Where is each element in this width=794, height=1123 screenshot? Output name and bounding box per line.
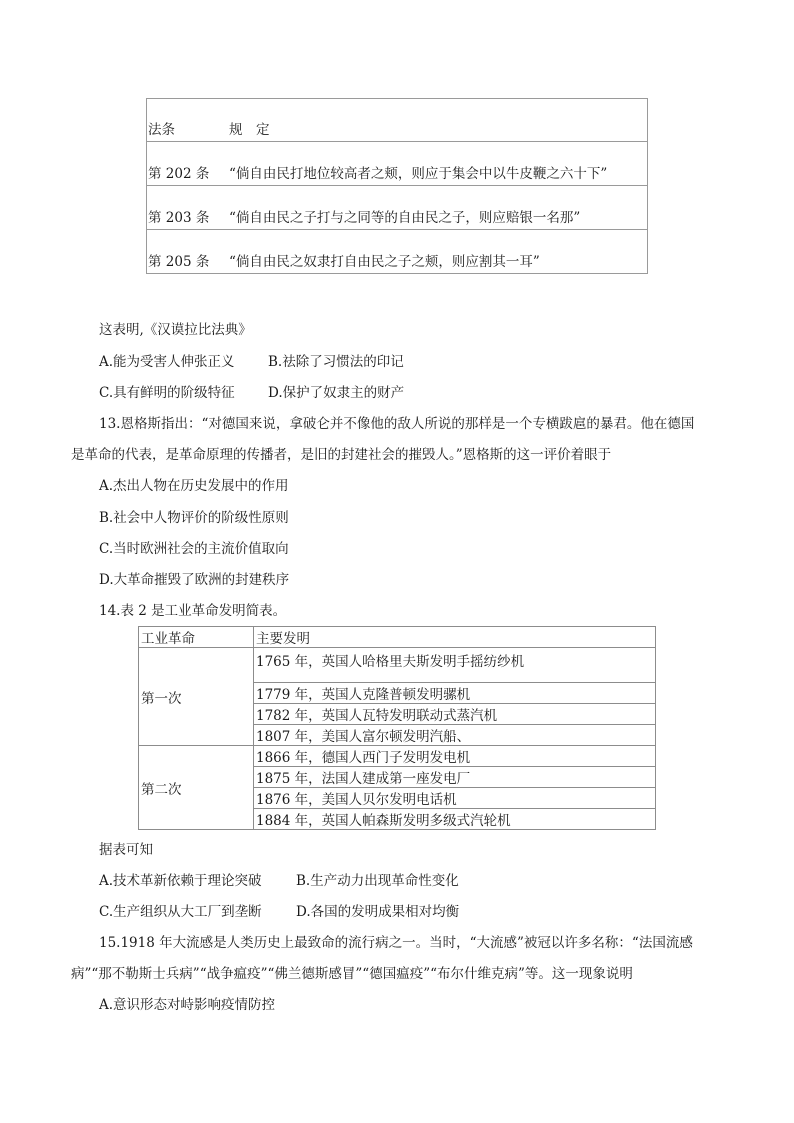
invention-header-revolution: 工业革命 — [139, 627, 254, 648]
invention-item: 1765 年，英国人哈格里夫斯发明手摇纺纱机 — [254, 648, 656, 683]
q13-option-d: D.大革命摧毁了欧洲的封建秩序 — [99, 572, 290, 588]
invention-row — [139, 648, 656, 683]
invention-row — [139, 746, 656, 767]
q12-option-a: A.能为受害人伸张正义 — [99, 354, 235, 370]
invention-item: 1779 年，英国人克隆普顿发明骡机 — [254, 683, 656, 704]
law-article: 第 205 条 — [147, 230, 229, 274]
law-header-rule: 规 定 — [228, 99, 648, 142]
q14-option-c: C.生产组织从大工厂到垄断 — [99, 904, 262, 920]
q13-stem-line1: 13.恩格斯指出：“对德国来说，拿破仑并不像他的敌人所说的那样是一个专横跋扈的暴君。他在德国 — [99, 416, 695, 432]
invention-item: 1866 年，德国人西门子发明发电机 — [254, 746, 656, 767]
invention-item: 1782 年，英国人瓦特发明联动式蒸汽机 — [254, 704, 656, 725]
q14-stem: 据表可知 — [99, 842, 153, 858]
q12-option-c: C.具有鲜明的阶级特征 — [99, 385, 235, 401]
q15-option-a: A.意识形态对峙影响疫情防控 — [99, 997, 276, 1013]
invention-item: 1876 年，美国人贝尔发明电话机 — [254, 788, 656, 809]
invention-header-inventions: 主要发明 — [254, 627, 656, 648]
q13-option-c: C.当时欧洲社会的主流价值取向 — [99, 541, 289, 557]
q13-stem-line2: 是革命的代表，是革命原理的传播者，是旧的封建社会的摧毁人。”恩格斯的这一评价着眼于 — [71, 447, 612, 463]
q12-option-d: D.保护了奴隶主的财产 — [268, 385, 405, 401]
invention-item: 1875 年，法国人建成第一座发电厂 — [254, 767, 656, 788]
q13-option-b: B.社会中人物评价的阶级性原则 — [99, 510, 289, 526]
law-table-row — [147, 230, 648, 274]
law-article: 第 203 条 — [147, 186, 229, 230]
law-rule: “倘自由民之奴隶打自由民之子之颊，则应割其一耳” — [228, 230, 648, 274]
law-rule: “倘自由民之子打与之同等的自由民之子，则应赔银一名那” — [228, 186, 648, 230]
law-table-row — [147, 142, 648, 186]
first-revolution-label: 第一次 — [139, 648, 254, 746]
law-table — [146, 98, 648, 274]
invention-item: 1807 年，美国人富尔顿发明汽船、 — [254, 725, 656, 746]
q15-stem-line1: 15.1918 年大流感是人类历史上最致命的流行病之一。当时，“大流感”被冠以许多名称：“法国流感 — [99, 935, 693, 951]
q15-stem-line2: 病”“那不勒斯士兵病”“战争瘟疫”“佛兰德斯感冒”“德国瘟疫”“布尔什维克病”等。这一现象说明 — [71, 966, 633, 982]
q14-option-d: D.各国的发明成果相对均衡 — [296, 904, 460, 920]
law-table-row — [147, 186, 648, 230]
q14-intro: 14.表 2 是工业革命发明简表。 — [99, 603, 287, 619]
law-rule: “倘自由民打地位较高者之颊，则应于集会中以牛皮鞭之六十下” — [228, 142, 648, 186]
law-table-header — [147, 99, 648, 142]
invention-table — [138, 626, 656, 830]
invention-table-header — [139, 627, 656, 648]
second-revolution-label: 第二次 — [139, 746, 254, 830]
law-article: 第 202 条 — [147, 142, 229, 186]
invention-item: 1884 年，英国人帕森斯发明多级式汽轮机 — [254, 809, 656, 830]
q12-stem: 这表明,《汉谟拉比法典》 — [99, 322, 252, 338]
q13-option-a: A.杰出人物在历史发展中的作用 — [99, 478, 289, 494]
q14-option-b: B.生产动力出现革命性变化 — [296, 873, 459, 889]
q12-option-b: B.祛除了习惯法的印记 — [268, 354, 404, 370]
law-header-article: 法条 — [147, 99, 229, 142]
q14-option-a: A.技术革新依赖于理论突破 — [99, 873, 262, 889]
